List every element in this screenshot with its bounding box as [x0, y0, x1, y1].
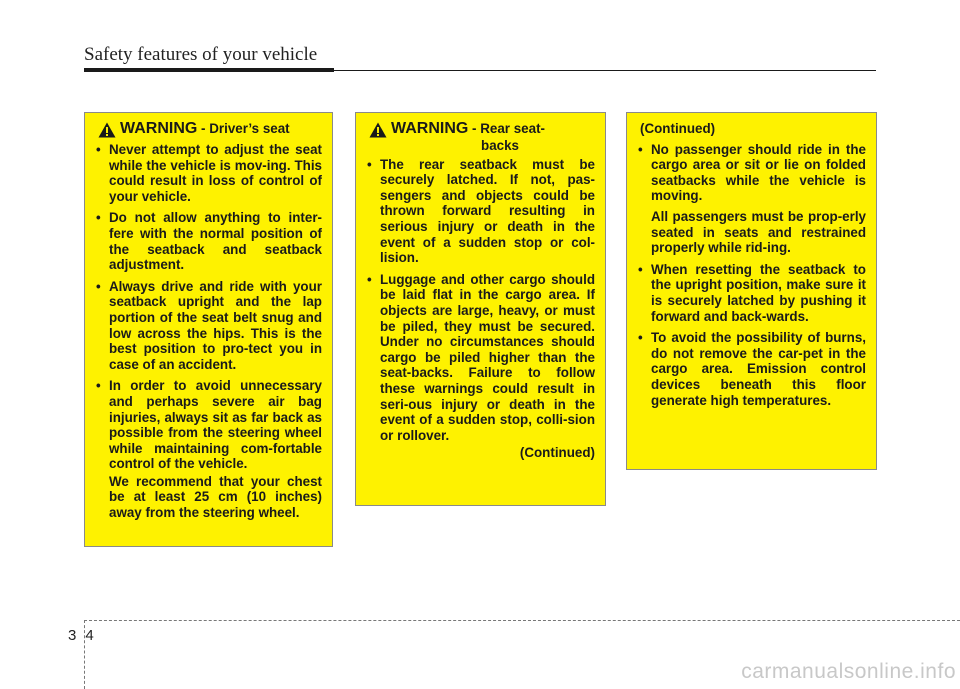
- footer-rule: [84, 620, 960, 621]
- list-item-extra-paragraph: All passengers must be prop-erly seated in seats and restrained properly while rid-ing.: [651, 208, 866, 256]
- warning-box-continued: [626, 112, 877, 470]
- header-rule-thick: [84, 68, 334, 72]
- warning-label: WARNING: [391, 120, 469, 137]
- warning-heading: [98, 121, 322, 138]
- list-item: • The rear seatback must be securely latched. If not, pas-sengers and objects could be thrown forward resulting in serious injury or death in the event of a sudden stop or col-lision.: [367, 156, 595, 266]
- warning-subtitle-continued: backs: [481, 138, 519, 153]
- warning-heading: [369, 121, 595, 138]
- list-item: • Never attempt to adjust the seat while the vehicle is mov-ing. This could result in loss of control of your vehicle.: [96, 142, 322, 204]
- continued-heading: (Continued): [640, 121, 716, 136]
- header-rule-thin: [334, 70, 876, 71]
- list-item-extra-paragraph: We recommend that your chest be at least 25 cm (10 inches) away from the steering wheel.: [109, 473, 322, 521]
- list-item: • No passenger should ride in the cargo area or sit or lie on folded seatbacks while the vehicle is moving. All passengers must be prop-erly seated in seats and restrained properly while rid-ing.: [638, 141, 866, 256]
- list-item: • To avoid the possibility of burns, do not remove the car-pet in the cargo area. Emission control devices beneath this floor generate high temperatures.: [638, 330, 866, 408]
- warning-box-drivers-seat: [84, 112, 333, 547]
- list-item: • Do not allow anything to inter-fere with the normal position of the seatback and seatback adjustment.: [96, 210, 322, 273]
- list-item: • Luggage and other cargo should be laid flat in the cargo area. If objects are large, heavy, or must be piled, they must be secured. Under no circumstances should cargo be piled higher than the seat-backs. Failure to follow these warnings could result in seri-ous injury or death in the event of a sudden stop, colli-sion or rollover.: [367, 271, 595, 443]
- list-item: • Always drive and ride with your seatback upright and the lap portion of the seat belt snug and low across the hips. This is the best position to pro-tect you in case of an accident.: [96, 278, 322, 372]
- warning-triangle-icon: [369, 122, 387, 138]
- page-number: 34: [68, 627, 103, 644]
- warning-box-rear-seatbacks: [355, 112, 606, 506]
- page-header-title: Safety features of your vehicle: [84, 44, 318, 65]
- continued-label: (Continued): [519, 445, 595, 461]
- warning-subtitle: - Driver’s seat: [197, 121, 290, 136]
- list-item: • When resetting the seatback to the upright position, make sure it is securely latched by pushing it forward and back-wards.: [638, 261, 866, 324]
- watermark: carmanualsonline.info: [741, 660, 956, 683]
- warning-label: WARNING: [120, 120, 198, 137]
- list-item: • In order to avoid unnecessary and perhaps severe air bag injuries, always sit as far back as possible from the steering wheel while maintaining com-fortable control of the vehicle. We recommend that your chest be at least 25 cm (10 inches) away from the steering wheel.: [96, 378, 322, 521]
- warning-triangle-icon: [98, 122, 116, 138]
- warning-subtitle: - Rear seat-: [468, 121, 545, 136]
